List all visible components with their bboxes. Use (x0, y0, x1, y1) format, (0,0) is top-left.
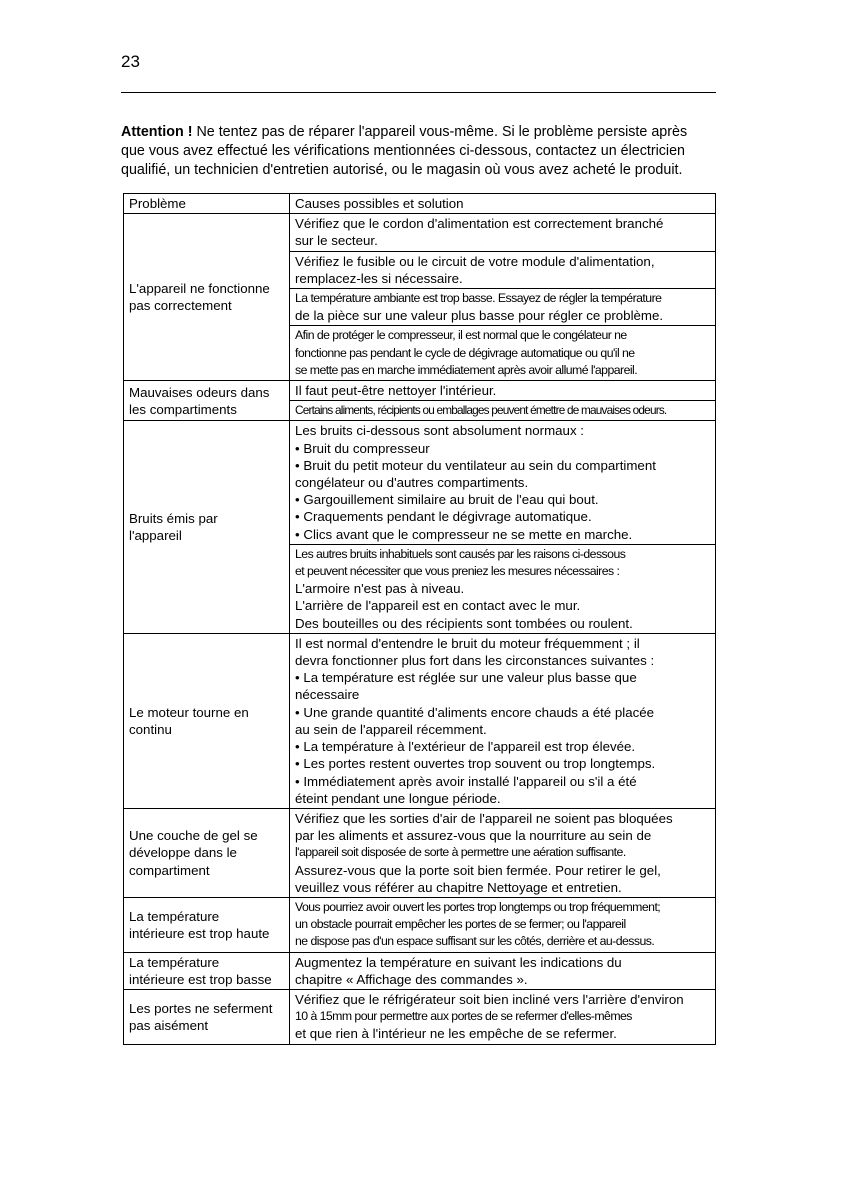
cause-line: • Immédiatement après avoir installé l'appareil ou s'il a été (295, 773, 637, 789)
cause-line: • Gargouillement similaire au bruit de l'eau qui bout. (295, 492, 599, 508)
cause-line: • Bruit du petit moteur du ventilateur au sein du compartiment (295, 457, 656, 473)
cause-line: devra fonctionner plus fort dans les circonstances suivantes : (295, 653, 655, 669)
cause-line: • Clics avant que le compresseur ne se mette en marche. (295, 526, 633, 542)
cause-line: Vérifiez que les sorties d'air de l'appareil ne soient pas bloquées (295, 810, 673, 826)
attention-paragraph (121, 123, 721, 180)
cause-line: fonctionne pas pendant le cycle de dégivrage automatique ou qu'il ne (295, 345, 635, 360)
cause-line: et que rien à l'intérieur ne les empêche de se refermer. (295, 1026, 617, 1042)
intro-line-1: Ne tentez pas de réparer l'appareil vous-même. Si le problème persiste après (192, 124, 688, 140)
cause-cell (290, 989, 716, 1044)
problem-cell (124, 897, 290, 952)
cause-cell (290, 401, 716, 421)
cause-cell (290, 421, 716, 544)
attention-label: Attention ! (121, 124, 193, 140)
problem-line: intérieure est trop basse (129, 971, 272, 987)
cause-line: La température ambiante est trop basse. Essayez de régler la température (295, 291, 662, 306)
table-row (124, 989, 716, 1044)
cause-cell (290, 952, 716, 989)
cause-line: L'armoire n'est pas à niveau. (295, 581, 465, 597)
problem-line: l'appareil (129, 528, 182, 544)
problem-cell (124, 952, 290, 989)
table-header-row (124, 194, 716, 214)
cause-line: nécessaire (295, 687, 360, 703)
problem-line: Bruits émis par (129, 510, 218, 526)
cause-line: remplacez-les si nécessaire. (295, 270, 463, 286)
problem-line: les compartiments (129, 401, 237, 417)
cause-cell (290, 633, 716, 808)
cause-line: • La température est réglée sur une valeur plus basse que (295, 670, 637, 686)
cause-line: sur le secteur. (295, 233, 378, 249)
intro-line-2: que vous avez effectué les vérifications mentionnées ci-dessous, contactez un électricien (121, 143, 685, 159)
cause-line: Assurez-vous que la porte soit bien fermée. Pour retirer le gel, (295, 862, 661, 878)
problem-line: continu (129, 721, 172, 737)
cause-line: l'appareil soit disposée de sorte à permettre une aération suffisante. (295, 845, 626, 860)
cause-line: Il est normal d'entendre le bruit du moteur fréquemment ; il (295, 635, 640, 651)
header-rule (121, 92, 716, 93)
table-row (124, 381, 716, 401)
header-causes: Causes possibles et solution (290, 194, 716, 214)
cause-line: éteint pendant une longue période. (295, 790, 501, 806)
cause-line: Vérifiez que le cordon d'alimentation est correctement branché (295, 216, 664, 232)
cause-cell (290, 381, 716, 401)
cause-cell (290, 289, 716, 326)
cause-line: • Bruit du compresseur (295, 440, 430, 456)
cause-line: au sein de l'appareil récemment. (295, 721, 487, 737)
table-row (124, 214, 716, 251)
problem-line: Une couche de gel se (129, 828, 258, 844)
problem-line: Le moteur tourne en (129, 704, 249, 720)
cause-line: Des bouteilles ou des récipients sont tombées ou roulent. (295, 615, 633, 631)
cause-line: Les autres bruits inhabituels sont causés par les raisons ci-dessous (295, 546, 626, 561)
problem-line: intérieure est trop haute (129, 925, 270, 941)
table-row (124, 633, 716, 808)
cause-line: Afin de protéger le compresseur, il est normal que le congélateur ne (295, 328, 627, 343)
page-number: 23 (121, 52, 140, 71)
problem-line: La température (129, 908, 220, 924)
problem-line: Les portes ne seferment (129, 1000, 273, 1016)
cause-line: • Une grande quantité d'aliments encore chauds a été placée (295, 704, 655, 720)
cause-line: 10 à 15mm pour permettre aux portes de se refermer d'elles-mêmes (295, 1009, 632, 1024)
problem-cell (124, 214, 290, 381)
cause-line: un obstacle pourrait empêcher les portes de se fermer; ou l'appareil (295, 917, 626, 932)
cause-cell (290, 251, 716, 288)
cause-cell (290, 808, 716, 897)
cause-cell (290, 544, 716, 633)
problem-cell (124, 808, 290, 897)
problem-line: pas correctement (129, 298, 232, 314)
cause-line: congélateur ou d'autres compartiments. (295, 475, 529, 491)
problem-line: compartiment (129, 862, 210, 878)
intro-line-3: qualifié, un technicien d'entretien autorisé, ou le magasin où vous avez acheté le produit. (121, 162, 683, 178)
cause-line: et peuvent nécessiter que vous preniez les mesures nécessaires : (295, 564, 620, 579)
cause-line: Certains aliments, récipients ou emballages peuvent émettre de mauvaises odeurs. (295, 403, 667, 418)
cause-line: Vérifiez que le réfrigérateur soit bien incliné vers l'arrière d'environ (295, 991, 684, 1007)
cause-line: veuillez vous référer au chapitre Nettoyage et entretien. (295, 879, 622, 895)
table-row (124, 421, 716, 544)
problem-line: La température (129, 954, 220, 970)
cause-line: Augmentez la température en suivant les indications du (295, 954, 622, 970)
problem-cell (124, 421, 290, 633)
cause-line: Vérifiez le fusible ou le circuit de votre module d'alimentation, (295, 253, 655, 269)
troubleshooting-table-body (124, 194, 716, 1045)
cause-line: chapitre « Affichage des commandes ». (295, 971, 528, 987)
cause-cell (290, 897, 716, 952)
problem-cell (124, 381, 290, 421)
cause-line: Il faut peut-être nettoyer l'intérieur. (295, 383, 497, 399)
problem-cell (124, 989, 290, 1044)
problem-line: développe dans le (129, 845, 237, 861)
cause-line: par les aliments et assurez-vous que la nourriture au sein de (295, 828, 652, 844)
cause-cell (290, 214, 716, 251)
troubleshooting-table (123, 193, 716, 1045)
cause-line: se mette pas en marche immédiatement après avoir allumé l'appareil. (295, 362, 638, 377)
cause-line: • Les portes restent ouvertes trop souvent ou trop longtemps. (295, 756, 656, 772)
cause-line: Les bruits ci-dessous sont absolument normaux : (295, 423, 584, 439)
cause-cell (290, 326, 716, 381)
cause-line: ne dispose pas d'un espace suffisant sur les côtés, derrière et au-dessus. (295, 934, 655, 949)
cause-line: de la pièce sur une valeur plus basse pour régler ce problème. (295, 308, 664, 324)
problem-line: pas aisément (129, 1017, 209, 1033)
problem-cell (124, 633, 290, 808)
table-row (124, 897, 716, 952)
table-row (124, 952, 716, 989)
cause-line: L'arrière de l'appareil est en contact avec le mur. (295, 598, 581, 614)
cause-line: • La température à l'extérieur de l'appareil est trop élevée. (295, 739, 636, 755)
problem-line: L'appareil ne fonctionne (129, 280, 270, 296)
cause-line: • Craquements pendant le dégivrage automatique. (295, 509, 592, 525)
problem-line: Mauvaises odeurs dans (129, 384, 270, 400)
cause-line: Vous pourriez avoir ouvert les portes trop longtemps ou trop fréquemment; (295, 899, 661, 914)
header-problem: Problème (124, 194, 290, 214)
table-row (124, 808, 716, 897)
